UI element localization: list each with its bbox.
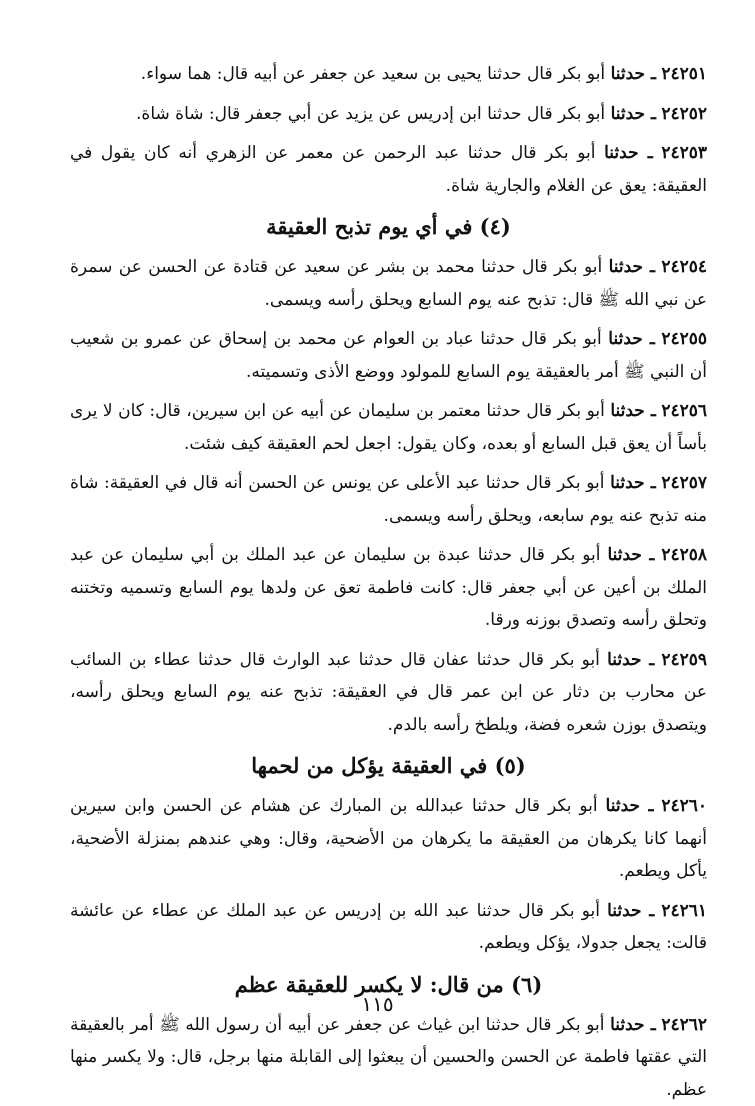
hadith-paragraph: [70, 539, 707, 637]
hadith-text: أبو بكر قال حدثنا عبد الرحمن عن معمر عن الزهري أنه كان يقول في العقيقة: يعق عن الغلام والجارية شاة.: [70, 143, 707, 196]
hadith-text: أبو بكر قال حدثنا عبد الله بن إدريس عن عبد الملك عن عطاء عن عائشة قالت: يجعل جدولا، يؤكل ويطعم.: [70, 901, 707, 954]
hadith-paragraph: [70, 467, 707, 532]
hadith-number: ٢٤٢٥٥: [661, 329, 707, 349]
hadith-paragraph: [70, 251, 707, 316]
hadith-text: أبو بكر قال حدثنا محمد بن بشر عن سعيد عن قتادة عن الحسن عن سمرة عن نبي الله ﷺ قال: تذبح عنه يوم السابع ويحلق رأسه ويسمى.: [70, 257, 707, 310]
hadith-text: أبو بكر قال حدثنا معتمر بن سليمان عن أبيه عن ابن سيرين، قال: كان لا يرى بأساً أن يعق قبل السابع أو بعده، وكان يقول: اجعل لحم العقيقة كيف شئت.: [70, 401, 707, 454]
hadith-lead: ـ حدثنا: [604, 143, 653, 163]
hadith-text: أبو بكر قال حدثنا يحيى بن سعيد عن جعفر عن أبيه قال: هما سواء.: [141, 64, 605, 84]
hadith-text: أبو بكر قال حدثنا ابن غياث عن جعفر عن أبيه أن رسول الله ﷺ أمر بالعقيقة التي عقتها فاطمة عن الحسن والحسين أن يبعثوا إلى القابلة منها برجل، قال: ولا يكسر منها عظم.: [70, 1015, 707, 1100]
hadith-paragraph: [70, 790, 707, 888]
hadith-number: ٢٤٢٥٨: [661, 545, 707, 565]
hadith-lead: ـ حدثنا: [607, 545, 654, 565]
hadith-number: ٢٤٢٥٩: [661, 650, 707, 670]
page-number: ١١٥: [0, 992, 755, 1016]
hadith-lead: ـ حدثنا: [608, 329, 655, 349]
section-heading: (٤) في أي يوم تذبح العقيقة: [70, 209, 707, 245]
hadith-number: ٢٤٢٥٤: [661, 257, 707, 277]
hadith-number: ٢٤٢٥٦: [661, 401, 707, 421]
hadith-lead: ـ حدثنا: [609, 257, 655, 277]
hadith-lead: ـ حدثنا: [610, 1015, 656, 1035]
hadith-paragraph: [70, 323, 707, 388]
hadith-lead: ـ حدثنا: [606, 796, 654, 816]
hadith-lead: ـ حدثنا: [607, 650, 654, 670]
hadith-lead: ـ حدثنا: [610, 473, 656, 493]
hadith-paragraph: [70, 395, 707, 460]
hadith-text: أبو بكر قال حدثنا عبد الأعلى عن يونس عن الحسن أنه قال في العقيقة: شاة منه تذبح عنه يوم سابعه، ويحلق رأسه ويسمى.: [70, 473, 707, 526]
hadith-text: أبو بكر قال حدثنا عبدالله بن المبارك عن هشام عن الحسن وابن سيرين أنهما كانا يكرهان من العقيقة ما يكرهان من الأضحية، وقال: وهي عندهم بمنزلة الأضحية، يأكل ويطعم.: [70, 796, 707, 881]
hadith-text: أبو بكر قال حدثنا عبدة بن سليمان عن عبد الملك بن أبي سليمان عن عبد الملك بن أعين عن أبي جعفر قال: كانت فاطمة تعق عن ولدها يوم السابع وتسميه وتختنه وتحلق رأسه وتصدق بوزنه ورقا.: [70, 545, 707, 630]
hadith-paragraph: [70, 137, 707, 202]
hadith-number: ٢٤٢٥٣: [661, 143, 707, 163]
hadith-text: أبو بكر قال حدثنا عباد بن العوام عن محمد بن إسحاق عن عمرو بن شعيب أن النبي ﷺ أمر بالعقيقة يوم السابع للمولود ووضع الأذى وتسميته.: [70, 329, 707, 382]
hadith-number: ٢٤٢٦١: [661, 901, 707, 921]
hadith-number: ٢٤٢٥٢: [661, 104, 707, 124]
hadith-number: ٢٤٢٦٠: [661, 796, 707, 816]
hadith-paragraph: [70, 895, 707, 960]
hadith-text: أبو بكر قال حدثنا عفان قال حدثنا عبد الوارث قال حدثنا عطاء بن السائب عن محارب بن دثار عن ابن عمر قال في العقيقة: تذبح عنه يوم السابع ويحلق رأسه، ويتصدق بوزن شعره فضة، ويلطخ رأسه بالدم.: [70, 650, 707, 735]
hadith-text: أبو بكر قال حدثنا ابن إدريس عن يزيد عن أبي جعفر قال: شاة شاة.: [136, 104, 605, 124]
hadith-lead: ـ حدثنا: [611, 64, 656, 84]
section-heading: (٥) في العقيقة يؤكل من لحمها: [70, 748, 707, 784]
hadith-number: ٢٤٢٦٢: [661, 1015, 707, 1035]
hadith-lead: ـ حدثنا: [610, 401, 655, 421]
hadith-paragraph: [70, 58, 707, 91]
hadith-paragraph: [70, 1009, 707, 1106]
hadith-number: ٢٤٢٥١: [661, 64, 707, 84]
hadith-paragraph: [70, 644, 707, 742]
section-heading: (٦) من قال: لا يكسر للعقيقة عظم: [70, 967, 707, 1003]
hadith-lead: ـ حدثنا: [611, 104, 656, 124]
hadith-number: ٢٤٢٥٧: [661, 473, 707, 493]
hadith-paragraph: [70, 98, 707, 131]
hadith-lead: ـ حدثنا: [607, 901, 654, 921]
